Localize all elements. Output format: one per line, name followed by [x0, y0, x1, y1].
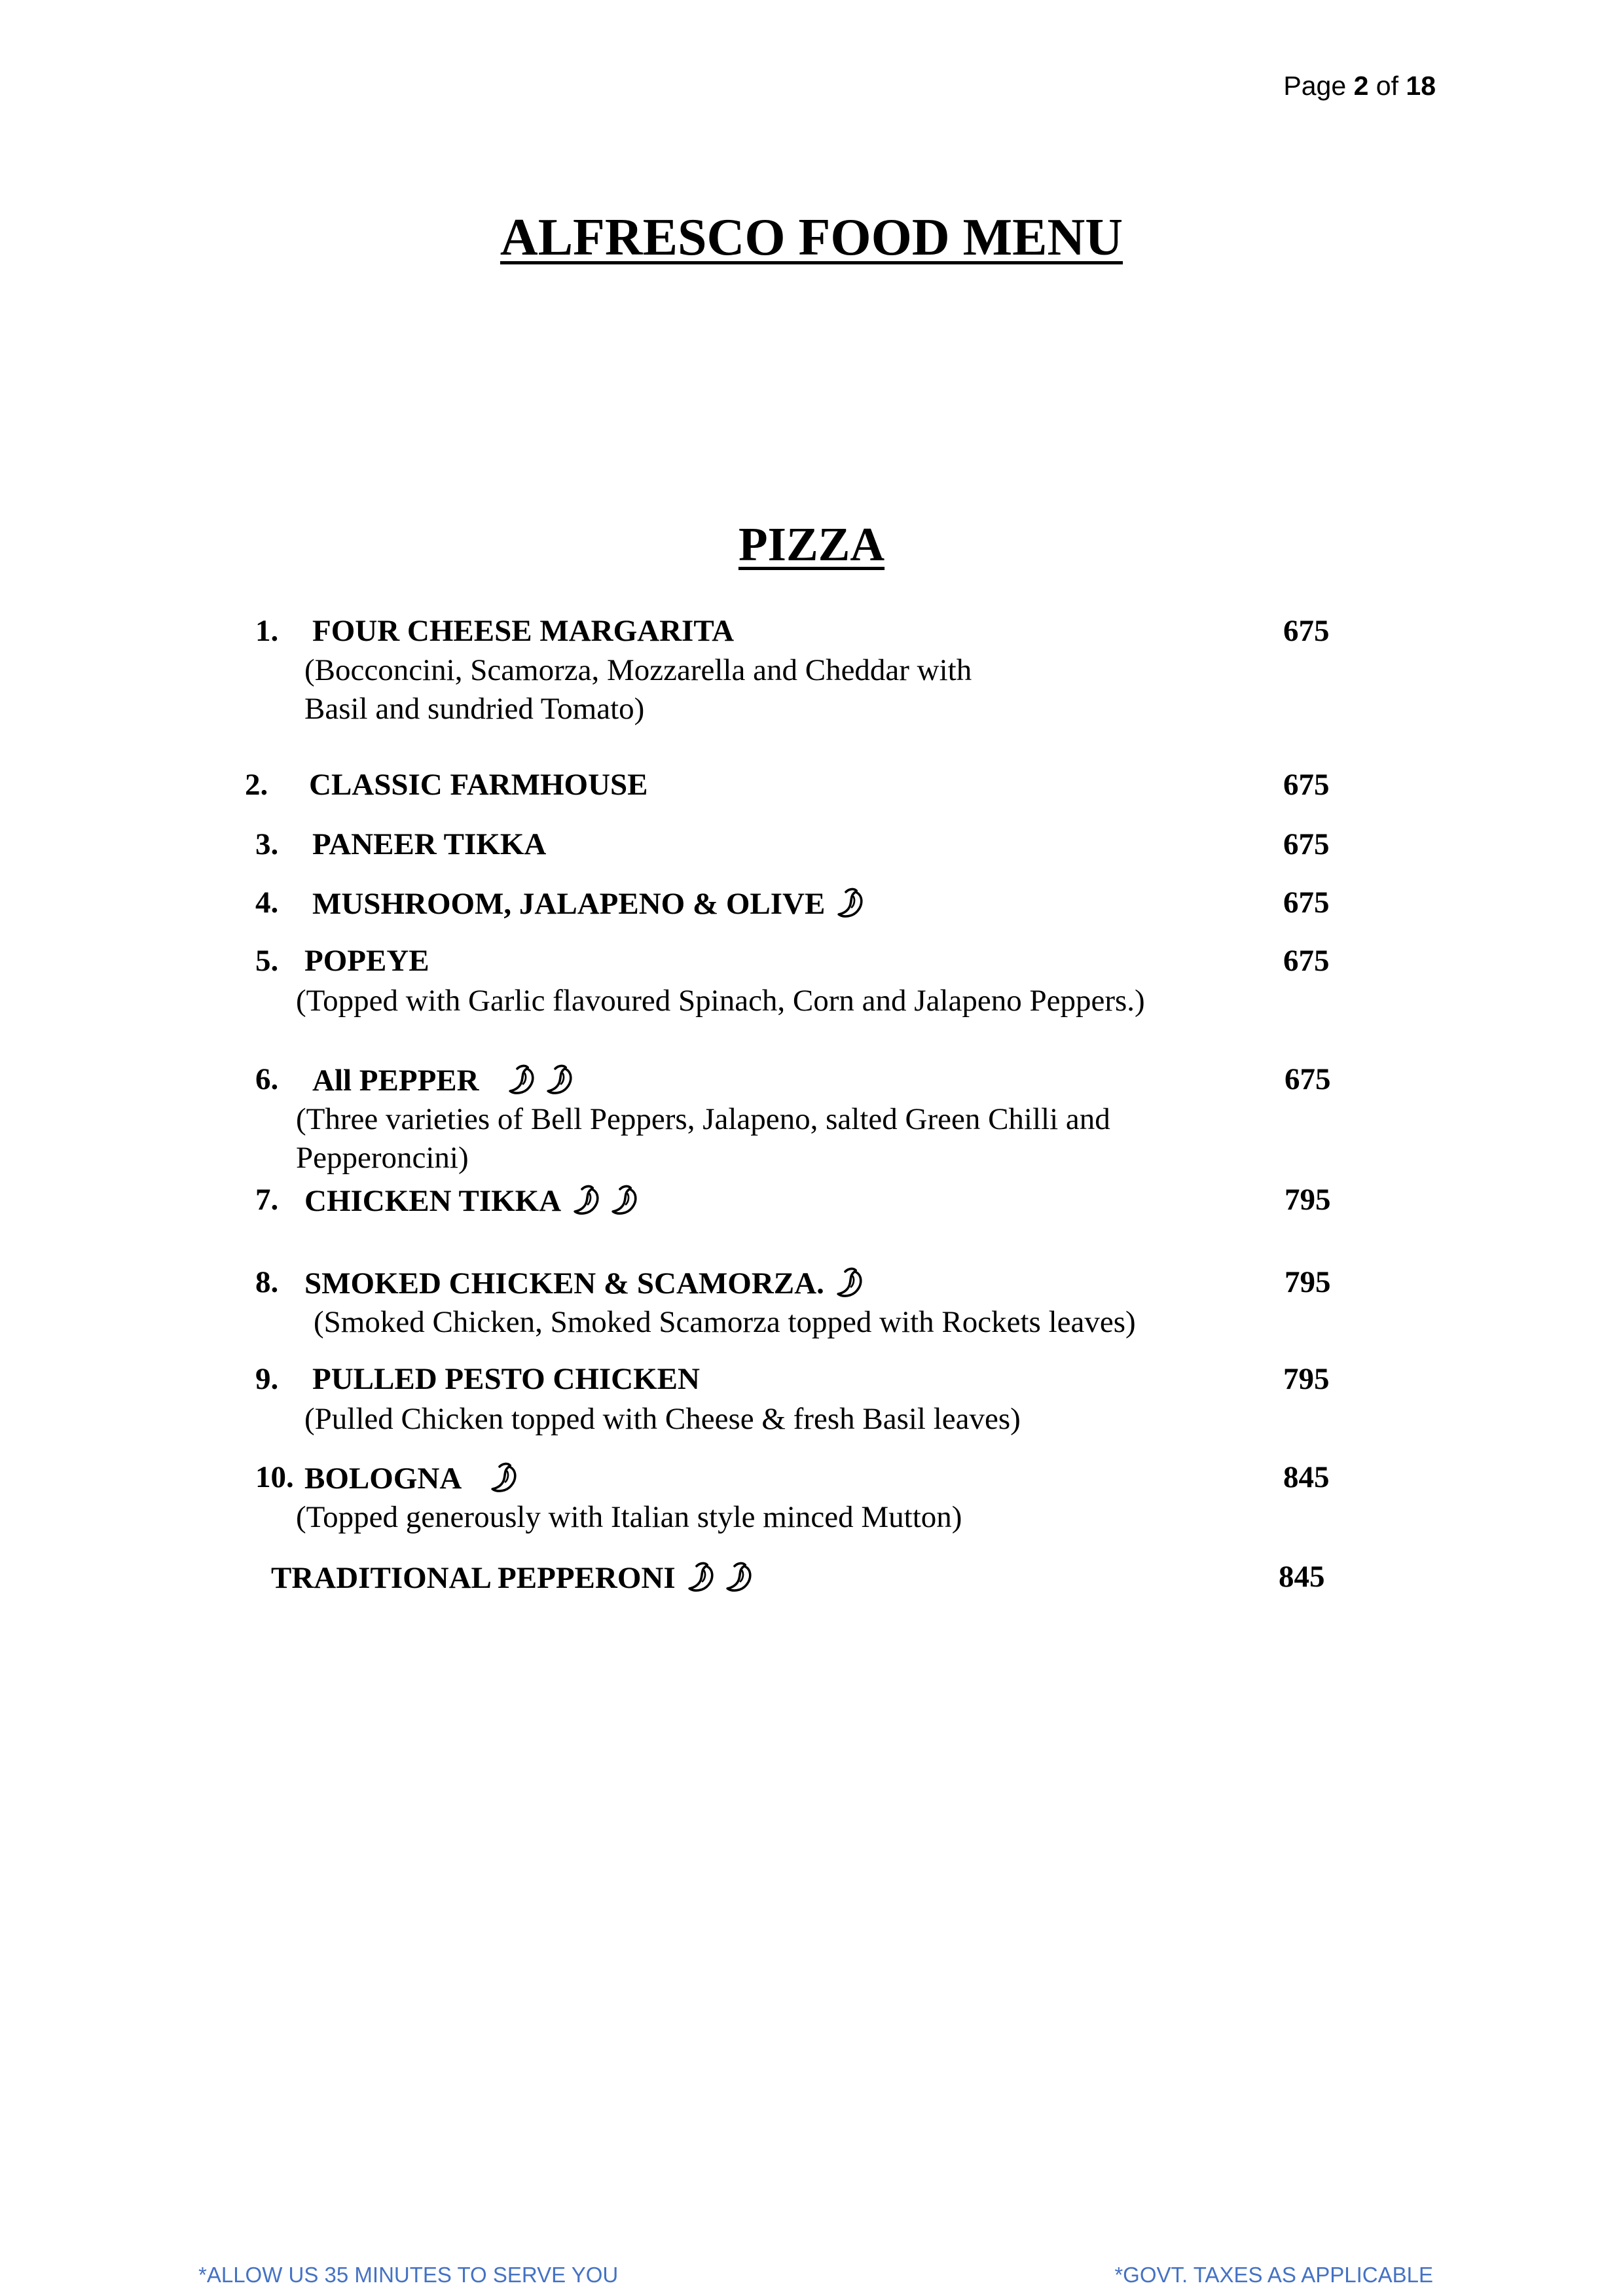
item-number: 2. [245, 768, 268, 802]
item-price: 675 [1283, 886, 1330, 920]
item-description: Pepperoncini) [296, 1141, 469, 1175]
item-price: 795 [1283, 1362, 1330, 1396]
item-name [304, 1265, 869, 1301]
chilli-pepper-icon [834, 885, 869, 920]
page-number-prefix: Page [1283, 71, 1347, 101]
item-description: (Bocconcini, Scamorza, Mozzarella and Cheddar with [304, 653, 972, 687]
chilli-pepper-icon [608, 1182, 644, 1217]
menu-title: ALFRESCO FOOD MENU [500, 209, 1123, 266]
item-name [304, 1182, 644, 1219]
chilli-pepper-icon [570, 1182, 606, 1217]
item-description: (Pulled Chicken topped with Cheese & fresh Basil leaves) [304, 1402, 1021, 1436]
item-price: 675 [1283, 827, 1330, 861]
item-price: 675 [1283, 614, 1330, 648]
item-name-text: PULLED PESTO CHICKEN [312, 1362, 700, 1396]
item-name-text: SMOKED CHICKEN & SCAMORZA. [304, 1266, 824, 1300]
item-name [304, 1460, 523, 1496]
item-description: (Smoked Chicken, Smoked Scamorza topped with Rockets leaves) [314, 1305, 1136, 1339]
item-price: 675 [1285, 1062, 1331, 1096]
item-number: 6. [255, 1062, 279, 1096]
item-name-text: CLASSIC FARMHOUSE [309, 768, 648, 802]
item-number: 4. [255, 886, 279, 920]
item-name [312, 885, 869, 922]
footer-serve-time: *ALLOW US 35 MINUTES TO SERVE YOU [198, 2263, 619, 2287]
item-name [312, 1062, 579, 1098]
chilli-pepper-icon [543, 1062, 579, 1097]
item-description: (Topped generously with Italian style minced Mutton) [296, 1500, 962, 1534]
item-name-text: MUSHROOM, JALAPENO & OLIVE [312, 887, 826, 921]
item-price: 795 [1285, 1265, 1331, 1299]
page-number-of: of [1376, 71, 1398, 101]
item-name [312, 827, 546, 862]
item-description: (Topped with Garlic flavoured Spinach, Corn and Jalapeno Peppers.) [296, 984, 1145, 1018]
item-price: 795 [1285, 1183, 1331, 1217]
page-number [1283, 71, 1436, 101]
section-heading: PIZZA [738, 518, 885, 571]
item-number: 3. [255, 827, 279, 861]
item-name-text: PANEER TIKKA [312, 827, 547, 861]
item-description: Basil and sundried Tomato) [304, 692, 645, 726]
item-number: 1. [255, 614, 279, 648]
item-name-text: FOUR CHEESE MARGARITA [312, 614, 735, 648]
chilli-pepper-icon [685, 1559, 720, 1594]
chilli-pepper-icon [488, 1460, 523, 1495]
item-name [309, 767, 648, 802]
item-number: 7. [255, 1183, 279, 1217]
item-description: (Three varieties of Bell Peppers, Jalapeno, salted Green Chilli and [296, 1102, 1110, 1136]
item-name-text: TRADITIONAL PEPPERONI [271, 1561, 676, 1595]
item-name-text: CHICKEN TIKKA [304, 1184, 562, 1218]
item-number: 8. [255, 1265, 279, 1299]
item-price: 675 [1283, 944, 1330, 978]
item-name [271, 1559, 758, 1596]
item-price: 845 [1279, 1560, 1325, 1594]
chilli-pepper-icon [723, 1559, 758, 1594]
chilli-pepper-icon [833, 1265, 869, 1300]
item-number: 10. [255, 1460, 294, 1494]
page-number-total: 18 [1406, 71, 1436, 101]
item-name [312, 1361, 700, 1397]
item-number: 9. [255, 1362, 279, 1396]
item-name [304, 943, 429, 978]
item-price: 675 [1283, 768, 1330, 802]
page-number-current: 2 [1353, 71, 1369, 101]
item-name-text: POPEYE [304, 944, 429, 978]
item-number: 5. [255, 944, 279, 978]
item-price: 845 [1283, 1460, 1330, 1494]
item-name-text: BOLOGNA [304, 1462, 462, 1496]
chilli-pepper-icon [505, 1062, 541, 1097]
footer-taxes: *GOVT. TAXES AS APPLICABLE [1114, 2263, 1433, 2287]
item-name [312, 613, 734, 649]
item-name-text: All PEPPER [312, 1064, 479, 1098]
